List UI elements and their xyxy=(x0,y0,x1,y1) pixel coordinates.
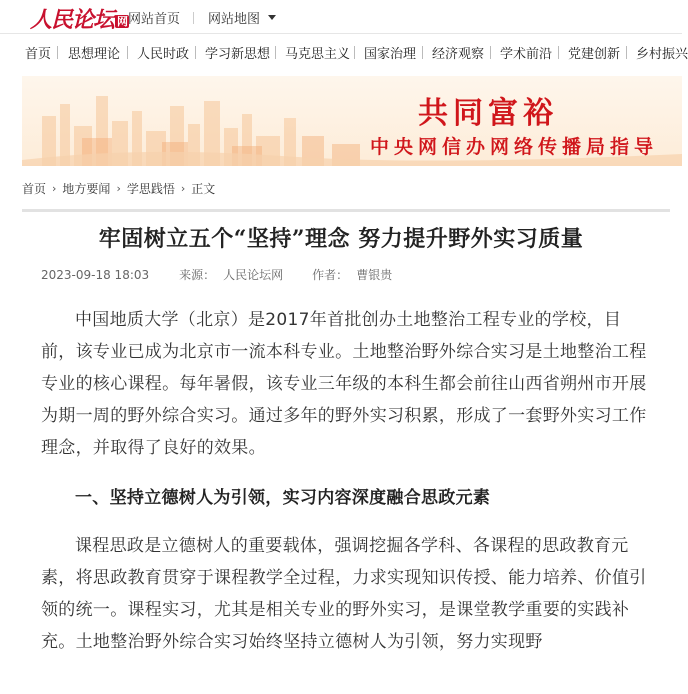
breadcrumb-local-news[interactable]: 地方要闻 xyxy=(62,182,111,196)
site-logo[interactable] xyxy=(30,3,129,34)
divider xyxy=(558,46,559,59)
top-links xyxy=(128,8,276,27)
chevron-right-icon: › xyxy=(180,182,186,195)
breadcrumb-current: 正文 xyxy=(191,182,216,196)
nav-item-economy[interactable]: 经济观察 xyxy=(432,47,485,62)
chevron-right-icon: › xyxy=(52,182,57,195)
top-bar xyxy=(0,0,682,34)
chevron-right-icon: › xyxy=(116,182,121,195)
banner[interactable] xyxy=(22,76,682,166)
divider xyxy=(22,209,670,212)
article-meta xyxy=(41,266,392,283)
nav-item-theory[interactable]: 思想理论 xyxy=(68,47,121,62)
logo-suffix: 网 xyxy=(117,15,128,28)
section-heading: 一、坚持立德树人为引领，实习内容深度融合思政元素 xyxy=(75,488,491,508)
divider xyxy=(195,46,196,59)
nav-item-party[interactable]: 党建创新 xyxy=(568,47,621,62)
sitemap-link[interactable]: 网站地图 xyxy=(208,12,261,27)
divider xyxy=(422,46,423,59)
divider xyxy=(626,46,627,59)
nav-item-rural[interactable]: 乡村振兴 xyxy=(636,47,688,62)
article-title: 牢固树立五个“坚持”理念 努力提升野外实习质量 xyxy=(98,226,584,252)
nav-item-new-thought[interactable]: 学习新思想 xyxy=(205,47,271,62)
nav-item-academic[interactable]: 学术前沿 xyxy=(500,47,553,62)
nav-item-politics[interactable]: 人民时政 xyxy=(137,47,190,62)
article-source: 人民论坛网 xyxy=(223,268,284,282)
divider xyxy=(490,46,491,59)
author-label: 作者： xyxy=(312,268,349,282)
home-link[interactable]: 网站首页 xyxy=(128,12,181,27)
divider xyxy=(57,46,58,59)
divider xyxy=(354,46,355,59)
divider xyxy=(193,12,194,24)
article-date: 2023-09-18 18:03 xyxy=(41,268,150,282)
divider xyxy=(127,46,128,59)
source-label: 来源： xyxy=(179,268,216,282)
banner-subtitle: 中央网信办网络传播局指导 xyxy=(370,136,659,158)
paragraph: 中国地质大学（北京）是2017年首批创办土地整治工程专业的学校，目前，该专业已成为北京市一流本科专业。土地整治野外综合实习是土地整治工程专业的核心课程。每年暑假，该专业三年级的本科生都会前往山西省朔州市开展为期一周的野外综合实习。通过多年的野外实习积累，形成了一套野外实习工作理念，并取得了良好的效果。 xyxy=(41,310,647,458)
nav-item-home[interactable]: 首页 xyxy=(25,47,52,62)
paragraph: 课程思政是立德树人的重要载体，强调挖掘各学科、各课程的思政教育元素，将思政教育贯穿于课程教学全过程，力求实现知识传授、能力培养、价值引领的统一。课程实习，尤其是相关专业的野外实习，是课堂教学重要的实践补充。土地整治野外综合实习始终坚持立德树人为引领，努力实现野 xyxy=(41,536,647,652)
divider xyxy=(275,46,276,59)
nav-item-governance[interactable]: 国家治理 xyxy=(364,47,417,62)
article-body xyxy=(41,304,647,676)
logo-text: 人民论坛 xyxy=(30,7,115,33)
breadcrumb xyxy=(22,180,215,197)
banner-title: 共同富裕 xyxy=(418,96,558,131)
chevron-down-icon[interactable] xyxy=(268,15,276,20)
nav-item-marxism[interactable]: 马克思主义 xyxy=(285,47,351,62)
article-author: 曹银贵 xyxy=(356,268,393,282)
breadcrumb-study[interactable]: 学思践悟 xyxy=(126,182,175,196)
breadcrumb-home[interactable]: 首页 xyxy=(22,182,47,196)
main-nav xyxy=(0,40,688,64)
